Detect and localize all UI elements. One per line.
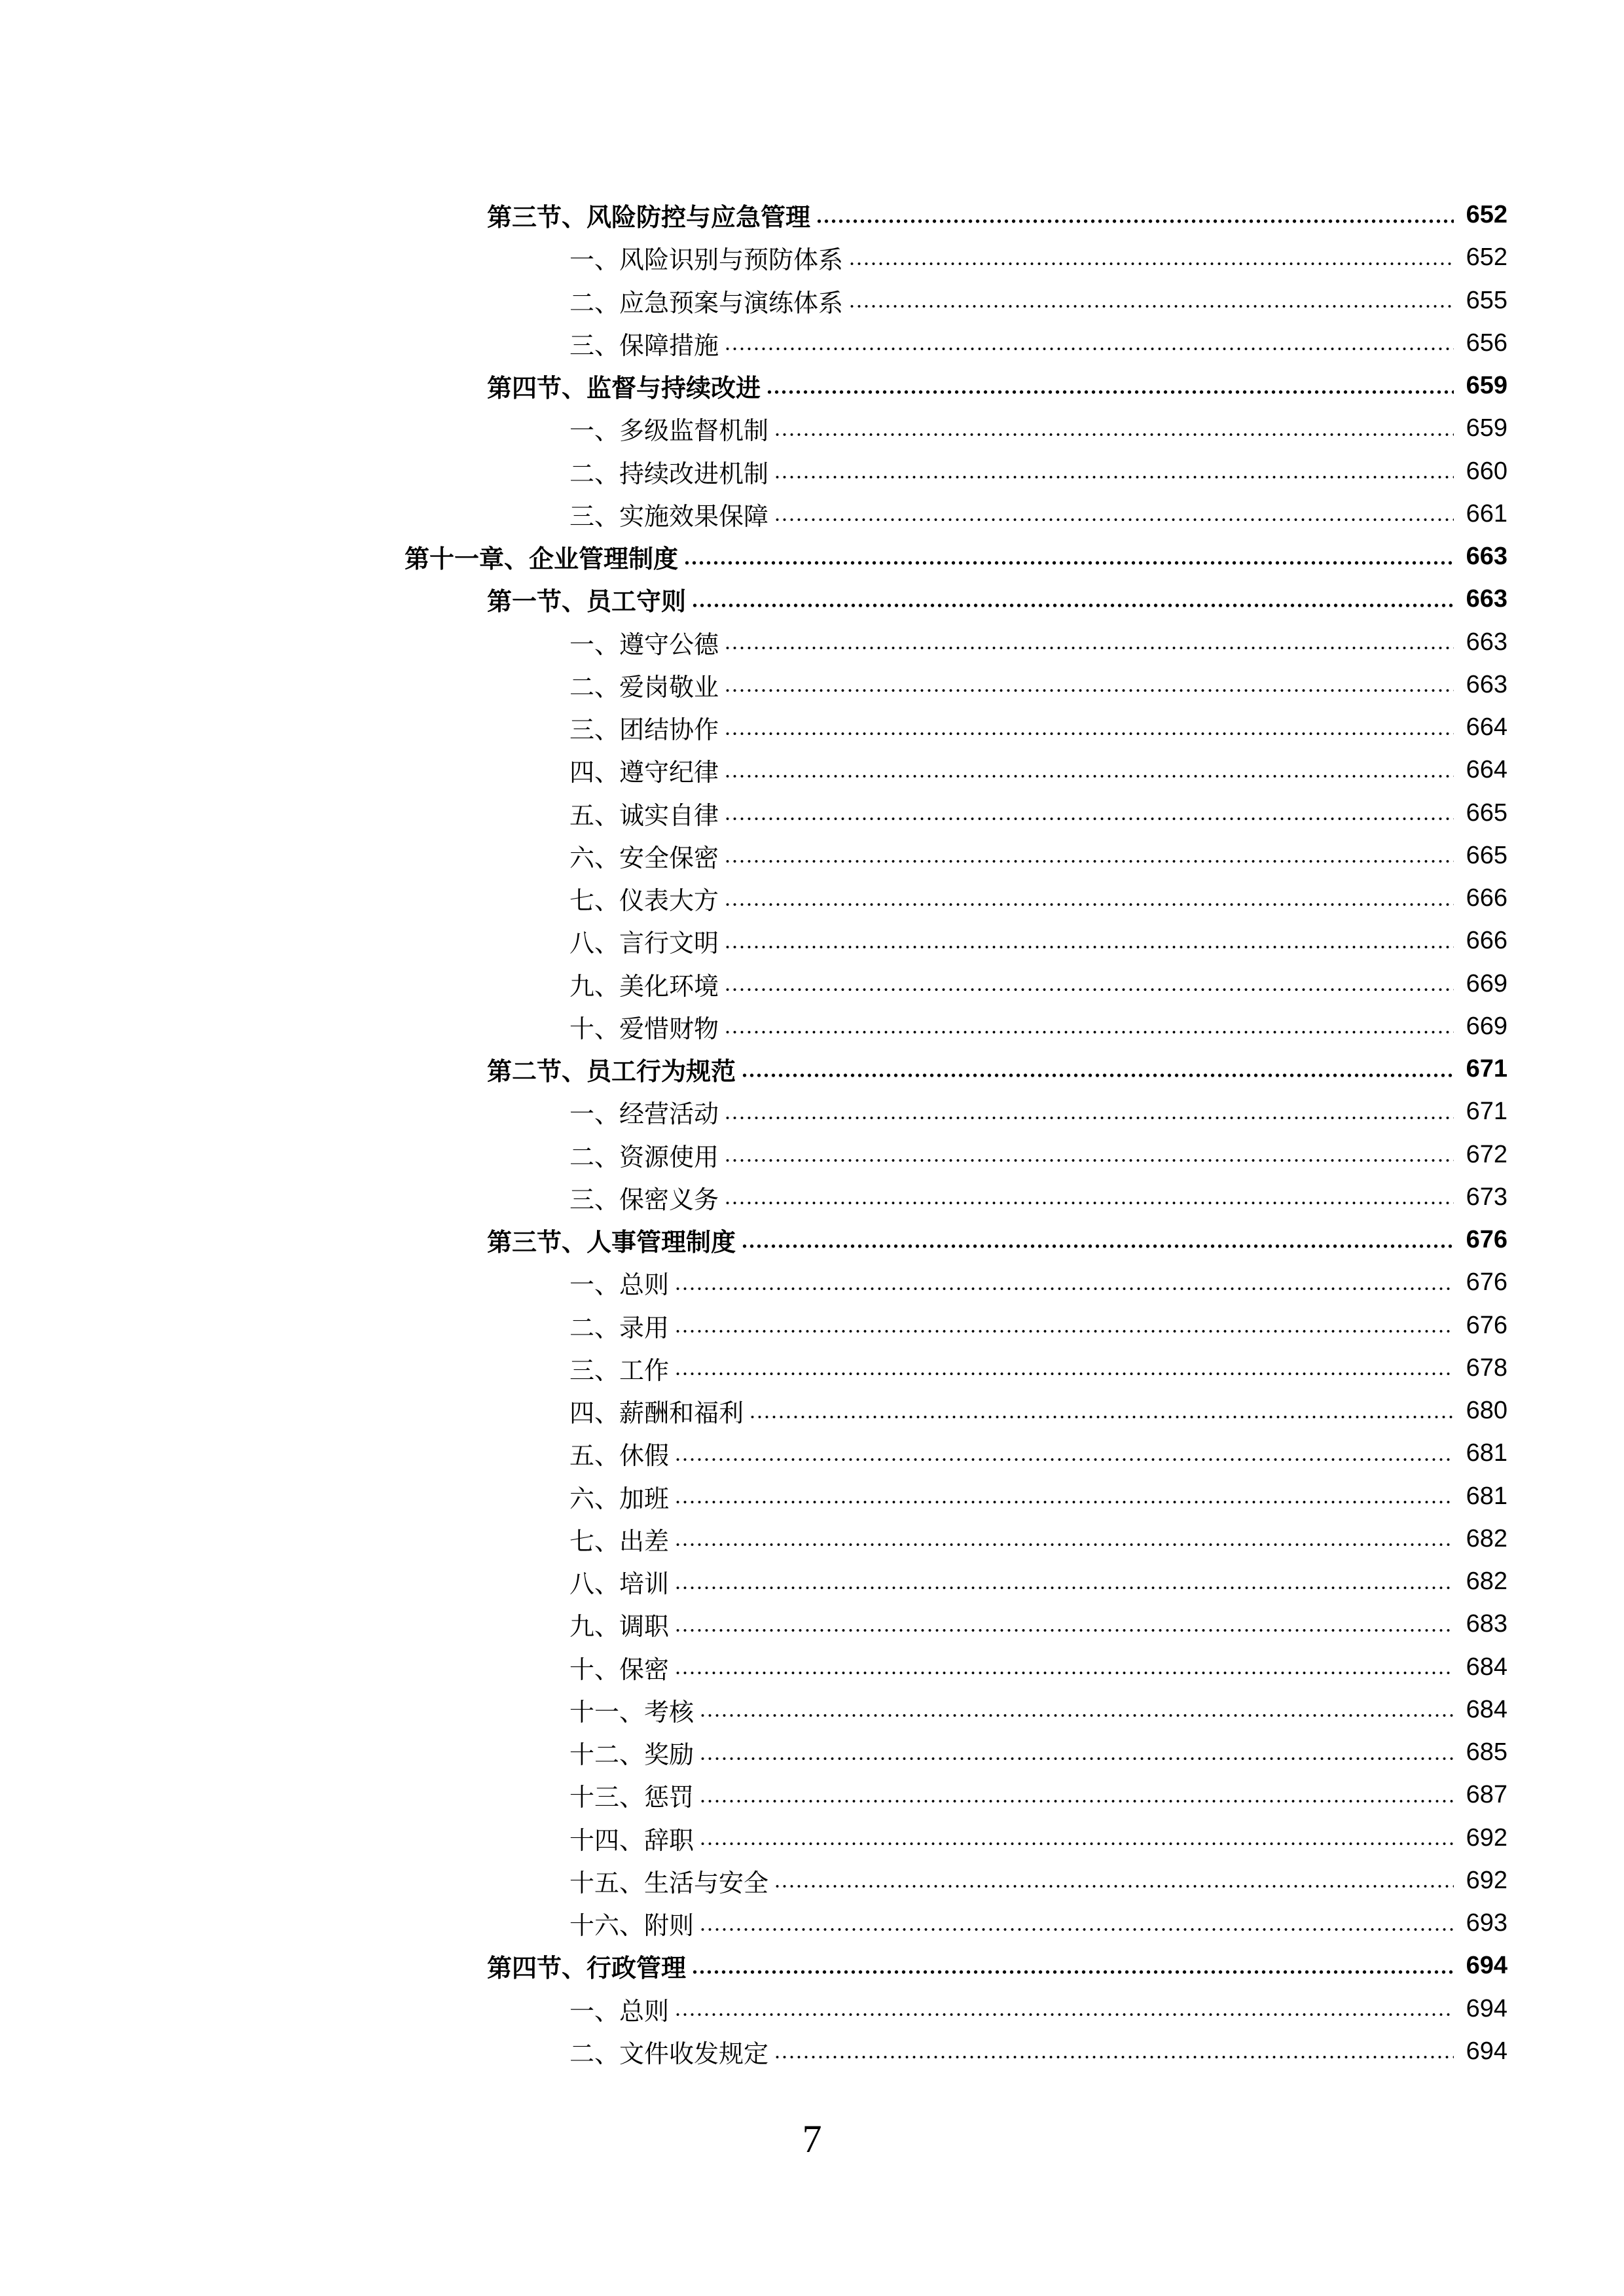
toc-subsection-entry[interactable] [0,834,1624,877]
dot-leader [724,687,1454,694]
toc-entry-title: 一、经营活动 [569,1094,721,1130]
toc-entry-page: 659 [1466,372,1507,400]
dot-leader [674,1456,1454,1463]
toc-entry-title: 十二、奖励 [569,1734,696,1770]
toc-subsection-entry[interactable] [0,1005,1624,1048]
dot-leader [724,773,1454,780]
toc-subsection-entry[interactable] [0,1817,1624,1859]
toc-entry-title: 二、录用 [569,1308,672,1344]
dot-leader [848,260,1454,267]
toc-entry-title: 第三节、风险防控与应急管理 [487,197,813,233]
toc-entry-title: 一、遵守公德 [569,624,721,660]
dot-leader [816,218,1454,224]
toc-entry-page: 655 [1466,286,1507,314]
toc-entry-page: 681 [1466,1482,1507,1510]
toc-entry-title: 第二节、员工行为规范 [487,1051,738,1087]
toc-entry-page: 685 [1466,1738,1507,1767]
dot-leader [724,730,1454,737]
dot-leader [724,1157,1454,1164]
toc-entry-page: 673 [1466,1183,1507,1211]
dot-leader [724,816,1454,822]
toc-entry-page: 676 [1466,1311,1507,1339]
toc-entry-title: 一、多级监督机制 [569,410,771,446]
toc-subsection-entry[interactable] [0,407,1624,450]
toc-entry-title: 三、保密义务 [569,1179,721,1215]
toc-subsection-entry[interactable] [0,1518,1624,1560]
dot-leader [691,602,1454,609]
dot-leader [724,986,1454,993]
toc-entry-title: 七、出差 [569,1521,672,1557]
toc-entry-page: 666 [1466,927,1507,955]
toc-entry-page: 680 [1466,1397,1507,1425]
toc-entry-title: 三、保障措施 [569,325,721,361]
toc-entry-page: 694 [1466,2037,1507,2065]
toc-entry-title: 四、薪酬和福利 [569,1393,746,1429]
toc-entry-title: 六、加班 [569,1479,672,1515]
toc-entry-title: 九、调职 [569,1606,672,1642]
toc-subsection-entry[interactable] [0,792,1624,834]
toc-subsection-entry[interactable] [0,493,1624,535]
toc-entry-page: 684 [1466,1653,1507,1681]
dot-leader [724,645,1454,651]
toc-entry-title: 十五、生活与安全 [569,1863,771,1899]
toc-subsection-entry[interactable] [0,1432,1624,1475]
dot-leader [724,1200,1454,1206]
toc-subsection-entry[interactable] [0,749,1624,791]
toc-entry-title: 三、团结协作 [569,709,721,745]
toc-entry-title: 六、安全保密 [569,838,721,874]
toc-entry-page: 693 [1466,1909,1507,1937]
dot-leader [724,901,1454,908]
toc-entry-title: 三、实施效果保障 [569,496,771,532]
dot-leader [674,1328,1454,1335]
toc-entry-page: 671 [1466,1055,1507,1083]
toc-subsection-entry[interactable] [0,621,1624,664]
toc-entry-page: 692 [1466,1823,1507,1852]
toc-section-entry[interactable] [0,1945,1624,1987]
toc-entry-page: 684 [1466,1695,1507,1723]
toc-section-entry[interactable] [0,365,1624,407]
dot-leader [683,560,1454,566]
dot-leader [749,1414,1454,1420]
toc-subsection-entry[interactable] [0,920,1624,962]
toc-entry-title: 第四节、行政管理 [487,1948,689,1984]
toc-entry-page: 664 [1466,713,1507,742]
table-of-contents [0,194,1624,2073]
toc-entry-page: 669 [1466,1012,1507,1040]
toc-entry-title: 第三节、人事管理制度 [487,1222,738,1258]
toc-subsection-entry[interactable] [0,1347,1624,1390]
dot-leader [674,1371,1454,1377]
toc-entry-title: 第十一章、企业管理制度 [405,539,681,575]
toc-subsection-entry[interactable] [0,963,1624,1005]
dot-leader [774,2054,1454,2060]
toc-subsection-entry[interactable] [0,1603,1624,1645]
toc-subsection-entry[interactable] [0,1390,1624,1432]
dot-leader [724,1115,1454,1121]
toc-section-entry[interactable] [0,1048,1624,1090]
dot-leader [724,944,1454,950]
dot-leader [774,1883,1454,1890]
toc-subsection-entry[interactable] [0,706,1624,749]
toc-subsection-entry[interactable] [0,1646,1624,1689]
toc-subsection-entry[interactable] [0,1774,1624,1816]
toc-entry-title: 八、言行文明 [569,923,721,959]
toc-subsection-entry[interactable] [0,1560,1624,1603]
dot-leader [774,474,1454,480]
dot-leader [774,431,1454,438]
toc-entry-title: 五、诚实自律 [569,795,721,831]
dot-leader [699,1926,1454,1933]
toc-entry-title: 第四节、监督与持续改进 [487,368,763,404]
toc-entry-page: 681 [1466,1439,1507,1467]
toc-entry-page: 694 [1466,1952,1507,1980]
toc-subsection-entry[interactable] [0,1859,1624,1902]
dot-leader [699,1840,1454,1847]
toc-entry-title: 一、总则 [569,1991,672,2027]
toc-subsection-entry[interactable] [0,450,1624,493]
toc-subsection-entry[interactable] [0,1731,1624,1774]
dot-leader [724,1029,1454,1035]
toc-entry-title: 九、美化环境 [569,966,721,1002]
toc-entry-title: 二、爱岗敬业 [569,667,721,703]
toc-entry-page: 656 [1466,329,1507,357]
toc-entry-title: 十六、附则 [569,1905,696,1941]
dot-leader [674,1541,1454,1548]
toc-entry-title: 十四、辞职 [569,1820,696,1856]
toc-subsection-entry[interactable] [0,1304,1624,1347]
dot-leader [674,1627,1454,1634]
toc-entry-title: 二、文件收发规定 [569,2034,771,2070]
toc-subsection-entry[interactable] [0,236,1624,279]
toc-entry-title: 三、工作 [569,1350,672,1386]
dot-leader [848,303,1454,310]
toc-entry-page: 682 [1466,1524,1507,1552]
dot-leader [674,1499,1454,1505]
toc-entry-page: 663 [1466,585,1507,613]
toc-subsection-entry[interactable] [0,1902,1624,1945]
dot-leader [741,1243,1454,1249]
toc-entry-page: 672 [1466,1140,1507,1168]
toc-entry-title: 第一节、员工守则 [487,581,689,617]
toc-subsection-entry[interactable] [0,2030,1624,2073]
toc-subsection-entry[interactable] [0,1261,1624,1304]
dot-leader [766,389,1454,395]
toc-entry-title: 十、爱惜财物 [569,1009,721,1045]
toc-entry-page: 663 [1466,543,1507,571]
toc-subsection-entry[interactable] [0,1689,1624,1731]
toc-entry-title: 十三、惩罚 [569,1777,696,1813]
toc-entry-title: 二、资源使用 [569,1137,721,1173]
toc-entry-title: 八、培训 [569,1564,672,1600]
toc-entry-page: 652 [1466,243,1507,272]
toc-entry-page: 669 [1466,969,1507,997]
dot-leader [699,1755,1454,1762]
toc-entry-title: 四、遵守纪律 [569,752,721,788]
toc-subsection-entry[interactable] [0,877,1624,920]
dot-leader [674,1285,1454,1292]
toc-entry-page: 676 [1466,1226,1507,1254]
toc-section-entry[interactable] [0,1219,1624,1261]
toc-entry-page: 692 [1466,1866,1507,1894]
toc-subsection-entry[interactable] [0,664,1624,706]
dot-leader [674,1585,1454,1591]
toc-entry-page: 694 [1466,1994,1507,2022]
toc-entry-title: 十、保密 [569,1649,672,1685]
toc-entry-page: 665 [1466,798,1507,827]
toc-subsection-entry[interactable] [0,1134,1624,1176]
toc-subsection-entry[interactable] [0,1176,1624,1219]
toc-entry-page: 665 [1466,841,1507,869]
toc-section-entry[interactable] [0,194,1624,236]
toc-entry-page: 663 [1466,670,1507,698]
toc-entry-page: 678 [1466,1354,1507,1382]
toc-entry-page: 663 [1466,628,1507,656]
toc-entry-page: 660 [1466,457,1507,485]
dot-leader [691,1969,1454,1975]
toc-entry-page: 659 [1466,414,1507,442]
dot-leader [699,1798,1454,1804]
toc-entry-page: 661 [1466,499,1507,528]
toc-subsection-entry[interactable] [0,322,1624,365]
page-number: 7 [802,2117,822,2161]
toc-entry-title: 七、仪表大方 [569,880,721,916]
toc-chapter-entry[interactable] [0,535,1624,578]
toc-entry-page: 687 [1466,1781,1507,1809]
toc-section-entry[interactable] [0,578,1624,620]
toc-entry-title: 一、总则 [569,1265,672,1300]
dot-leader [741,1072,1454,1079]
toc-entry-page: 652 [1466,201,1507,229]
toc-entry-page: 682 [1466,1568,1507,1596]
toc-entry-page: 664 [1466,756,1507,784]
dot-leader [724,346,1454,352]
dot-leader [774,516,1454,523]
toc-subsection-entry[interactable] [0,1988,1624,2030]
toc-subsection-entry[interactable] [0,1090,1624,1133]
toc-subsection-entry[interactable] [0,1475,1624,1518]
toc-entry-title: 二、应急预案与演练体系 [569,283,846,319]
dot-leader [724,858,1454,865]
toc-entry-page: 683 [1466,1610,1507,1638]
dot-leader [674,1670,1454,1676]
toc-entry-title: 二、持续改进机制 [569,454,771,490]
toc-entry-page: 671 [1466,1098,1507,1126]
dot-leader [699,1712,1454,1719]
toc-subsection-entry[interactable] [0,279,1624,322]
toc-entry-title: 十一、考核 [569,1692,696,1728]
toc-entry-page: 666 [1466,884,1507,912]
toc-entry-title: 一、风险识别与预防体系 [569,240,846,276]
toc-entry-page: 676 [1466,1268,1507,1297]
toc-entry-title: 五、休假 [569,1435,672,1471]
dot-leader [674,2011,1454,2018]
